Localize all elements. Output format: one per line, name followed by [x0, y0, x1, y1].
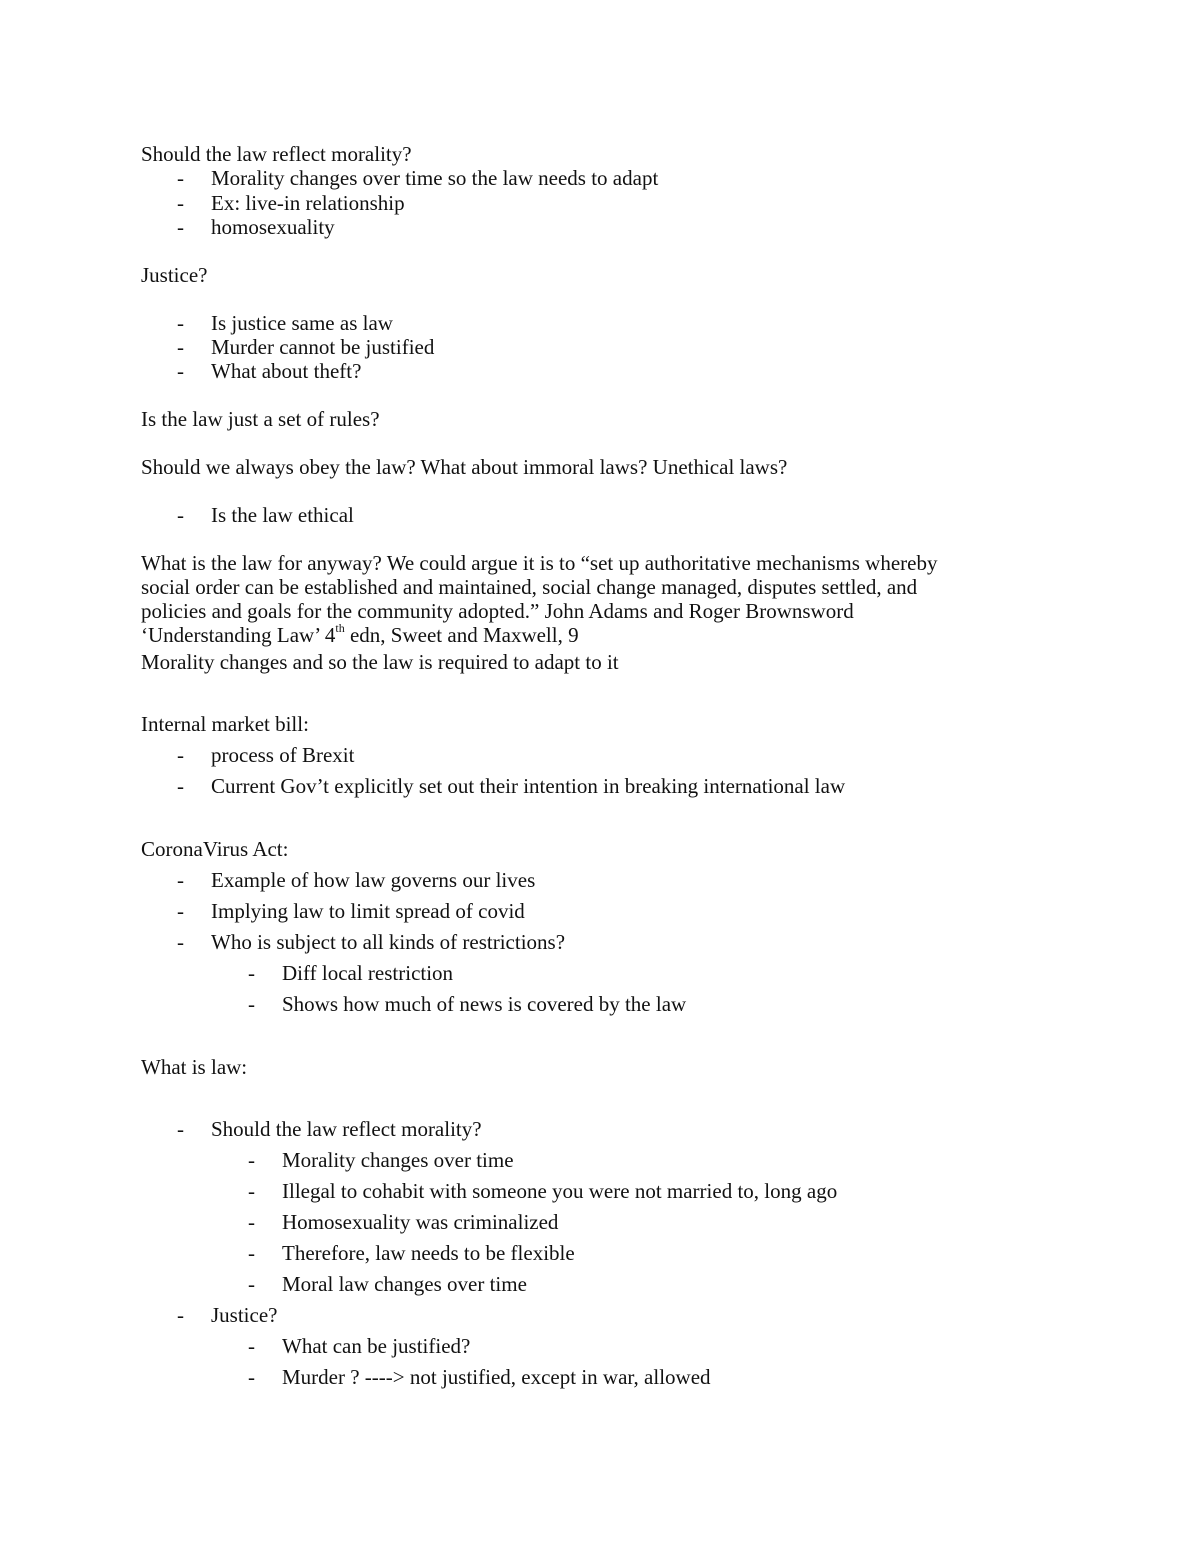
bullet-dash: -	[177, 166, 184, 190]
bullet-dash: -	[248, 1241, 255, 1265]
list-item: homosexuality	[211, 215, 335, 239]
list-item: Example of how law governs our lives	[211, 868, 536, 892]
bullet-dash: -	[248, 1272, 255, 1296]
bullet-dash: -	[177, 215, 184, 239]
section-heading-obey-law: Should we always obey the law? What about immoral laws? Unethical laws?	[141, 455, 788, 479]
bullet-dash: -	[177, 503, 184, 527]
section-heading-what-is-law: What is law:	[141, 1055, 248, 1079]
section-heading-law-morality: Should the law reflect morality?	[141, 142, 412, 166]
list-item: Is the law ethical	[211, 503, 354, 527]
bullet-dash: -	[248, 1365, 255, 1389]
list-subitem: Homosexuality was criminalized	[282, 1210, 559, 1234]
bullet-dash: -	[177, 930, 184, 954]
bullet-dash: -	[248, 992, 255, 1016]
list-item: Is justice same as law	[211, 311, 393, 335]
list-item: Morality changes over time so the law needs to adapt	[211, 166, 659, 190]
list-item: Ex: live-in relationship	[211, 191, 405, 215]
paragraph-line: policies and goals for the community adopted.” John Adams and Roger Brownsword	[141, 599, 854, 623]
citation-line	[141, 623, 579, 647]
citation-title: ‘Understanding Law’ 4	[141, 623, 336, 647]
bullet-dash: -	[177, 359, 184, 383]
bullet-dash: -	[177, 191, 184, 215]
list-item: Should the law reflect morality?	[211, 1117, 482, 1141]
bullet-dash: -	[177, 1117, 184, 1141]
list-item: process of Brexit	[211, 743, 355, 767]
bullet-dash: -	[248, 1334, 255, 1358]
section-heading-justice: Justice?	[141, 263, 208, 287]
bullet-dash: -	[248, 1148, 255, 1172]
bullet-dash: -	[177, 868, 184, 892]
list-subitem: Diff local restriction	[282, 961, 454, 985]
list-subitem: Morality changes over time	[282, 1148, 514, 1172]
bullet-dash: -	[177, 335, 184, 359]
bullet-dash: -	[177, 743, 184, 767]
list-subitem: Murder ? ----> not justified, except in war, allowed	[282, 1365, 711, 1389]
list-item: Current Gov’t explicitly set out their intention in breaking international law	[211, 774, 846, 798]
list-item: Implying law to limit spread of covid	[211, 899, 525, 923]
bullet-dash: -	[177, 774, 184, 798]
edition-superscript: th	[335, 621, 345, 635]
list-item: Justice?	[211, 1303, 278, 1327]
bullet-dash: -	[177, 1303, 184, 1327]
list-subitem: What can be justified?	[282, 1334, 471, 1358]
list-subitem: Illegal to cohabit with someone you were not married to, long ago	[282, 1179, 838, 1203]
section-heading-coronavirus-act: CoronaVirus Act:	[141, 837, 289, 861]
bullet-dash: -	[248, 1179, 255, 1203]
paragraph-line: Morality changes and so the law is required to adapt to it	[141, 650, 619, 674]
list-subitem: Shows how much of news is covered by the law	[282, 992, 687, 1016]
list-subitem: Moral law changes over time	[282, 1272, 527, 1296]
bullet-dash: -	[248, 961, 255, 985]
citation-publisher: edn, Sweet and Maxwell, 9	[344, 623, 579, 647]
list-item: What about theft?	[211, 359, 362, 383]
list-item: Who is subject to all kinds of restrictions?	[211, 930, 566, 954]
bullet-dash: -	[248, 1210, 255, 1234]
list-subitem: Therefore, law needs to be flexible	[282, 1241, 575, 1265]
paragraph-line: social order can be established and maintained, social change managed, disputes settled, and	[141, 575, 918, 599]
section-heading-internal-market-bill: Internal market bill:	[141, 712, 309, 736]
bullet-dash: -	[177, 311, 184, 335]
bullet-dash: -	[177, 899, 184, 923]
paragraph-line: What is the law for anyway? We could argue it is to “set up authoritative mechanisms whereby	[141, 551, 938, 575]
list-item: Murder cannot be justified	[211, 335, 435, 359]
section-heading-set-of-rules: Is the law just a set of rules?	[141, 407, 380, 431]
